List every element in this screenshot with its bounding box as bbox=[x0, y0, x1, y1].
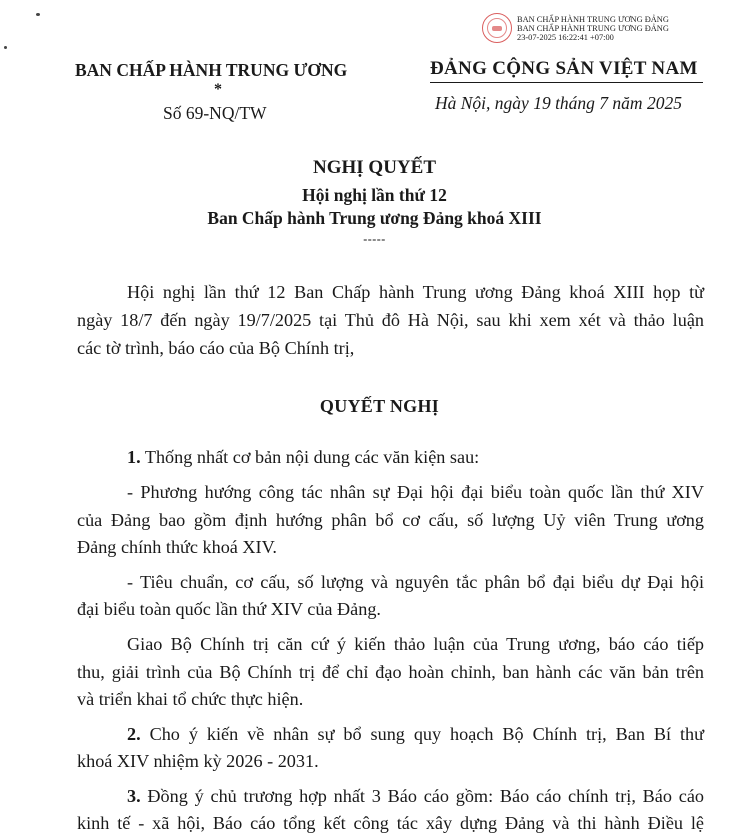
bullet-line: của Đảng bao gồm định hướng phân bổ cơ cấu, số lượng Uỷ viên Trung ương bbox=[77, 510, 704, 530]
paragraph-line: và triển khai tổ chức thực hiện. bbox=[77, 689, 304, 709]
item-text-continuation: kinh tế - xã hội, Báo cáo tổng kết công tác xây dựng Đảng và thi hành Điều lệ bbox=[77, 813, 704, 833]
resolution-item-2 bbox=[127, 723, 704, 745]
scan-mark bbox=[4, 46, 7, 49]
resolution-item-3 bbox=[127, 785, 704, 807]
resolution-item-1 bbox=[127, 446, 479, 468]
preamble-line: Hội nghị lần thứ 12 Ban Chấp hành Trung ương Đảng khoá XIII họp từ bbox=[127, 282, 704, 302]
issuer-star: * bbox=[214, 81, 222, 98]
item-text: Cho ý kiến về nhân sự bổ sung quy hoạch Bộ Chính trị, Ban Bí thư bbox=[140, 724, 704, 744]
signature-timestamp: 23-07-2025 16:22:41 +07:00 bbox=[517, 33, 614, 42]
conference-subtitle: Hội nghị lần thứ 12 bbox=[302, 185, 447, 205]
bullet-line: - Tiêu chuẩn, cơ cấu, số lượng và nguyên tắc phân bổ đại biểu dự Đại hội bbox=[127, 572, 704, 592]
committee-subtitle: Ban Chấp hành Trung ương Đảng khoá XIII bbox=[207, 208, 542, 228]
item-number: 2. bbox=[127, 724, 141, 744]
bullet-line: Đảng chính thức khoá XIV. bbox=[77, 537, 277, 557]
bullet-line: đại biểu toàn quốc lần thứ XIV của Đảng. bbox=[77, 599, 381, 619]
digital-signature-seal-icon bbox=[482, 13, 512, 43]
item-number: 1. bbox=[127, 447, 141, 467]
signature-organization-line: BAN CHẤP HÀNH TRUNG ƯƠNG ĐẢNG bbox=[517, 24, 669, 33]
signature-signer-line: BAN CHẤP HÀNH TRUNG ƯƠNG ĐẢNG bbox=[517, 15, 669, 24]
item-text-continuation: khoá XIV nhiệm kỳ 2026 - 2031. bbox=[77, 751, 319, 771]
document-number: Số 69-NQ/TW bbox=[163, 103, 267, 123]
bullet-line: - Phương hướng công tác nhân sự Đại hội đại biểu toàn quốc lần thứ XIV bbox=[127, 482, 704, 502]
scan-mark bbox=[36, 13, 40, 16]
party-name: ĐẢNG CỘNG SẢN VIỆT NAM bbox=[430, 58, 698, 79]
item-text: Thống nhất cơ bản nội dung các văn kiện sau: bbox=[140, 447, 480, 467]
preamble-line: các tờ trình, báo cáo của Bộ Chính trị, bbox=[77, 338, 355, 358]
item-number: 3. bbox=[127, 786, 141, 806]
title-separator: ----- bbox=[363, 232, 386, 246]
place-and-date: Hà Nội, ngày 19 tháng 7 năm 2025 bbox=[435, 93, 682, 113]
document-type-title: NGHỊ QUYẾT bbox=[313, 157, 436, 178]
paragraph-line: thu, giải trình của Bộ Chính trị để chỉ đạo hoàn chỉnh, ban hành các văn bản trên bbox=[77, 662, 704, 682]
resolves-heading: QUYẾT NGHỊ bbox=[319, 396, 440, 416]
paragraph-line: Giao Bộ Chính trị căn cứ ý kiến thảo luận của Trung ương, báo cáo tiếp bbox=[127, 634, 704, 654]
issuer-name: BAN CHẤP HÀNH TRUNG ƯƠNG bbox=[75, 60, 348, 80]
item-text: Đồng ý chủ trương hợp nhất 3 Báo cáo gồm: Báo cáo chính trị, Báo cáo bbox=[140, 786, 704, 806]
party-name-underline bbox=[430, 82, 703, 83]
preamble-line: ngày 18/7 đến ngày 19/7/2025 tại Thủ đô Hà Nội, sau khi xem xét và thảo luận bbox=[77, 310, 704, 330]
